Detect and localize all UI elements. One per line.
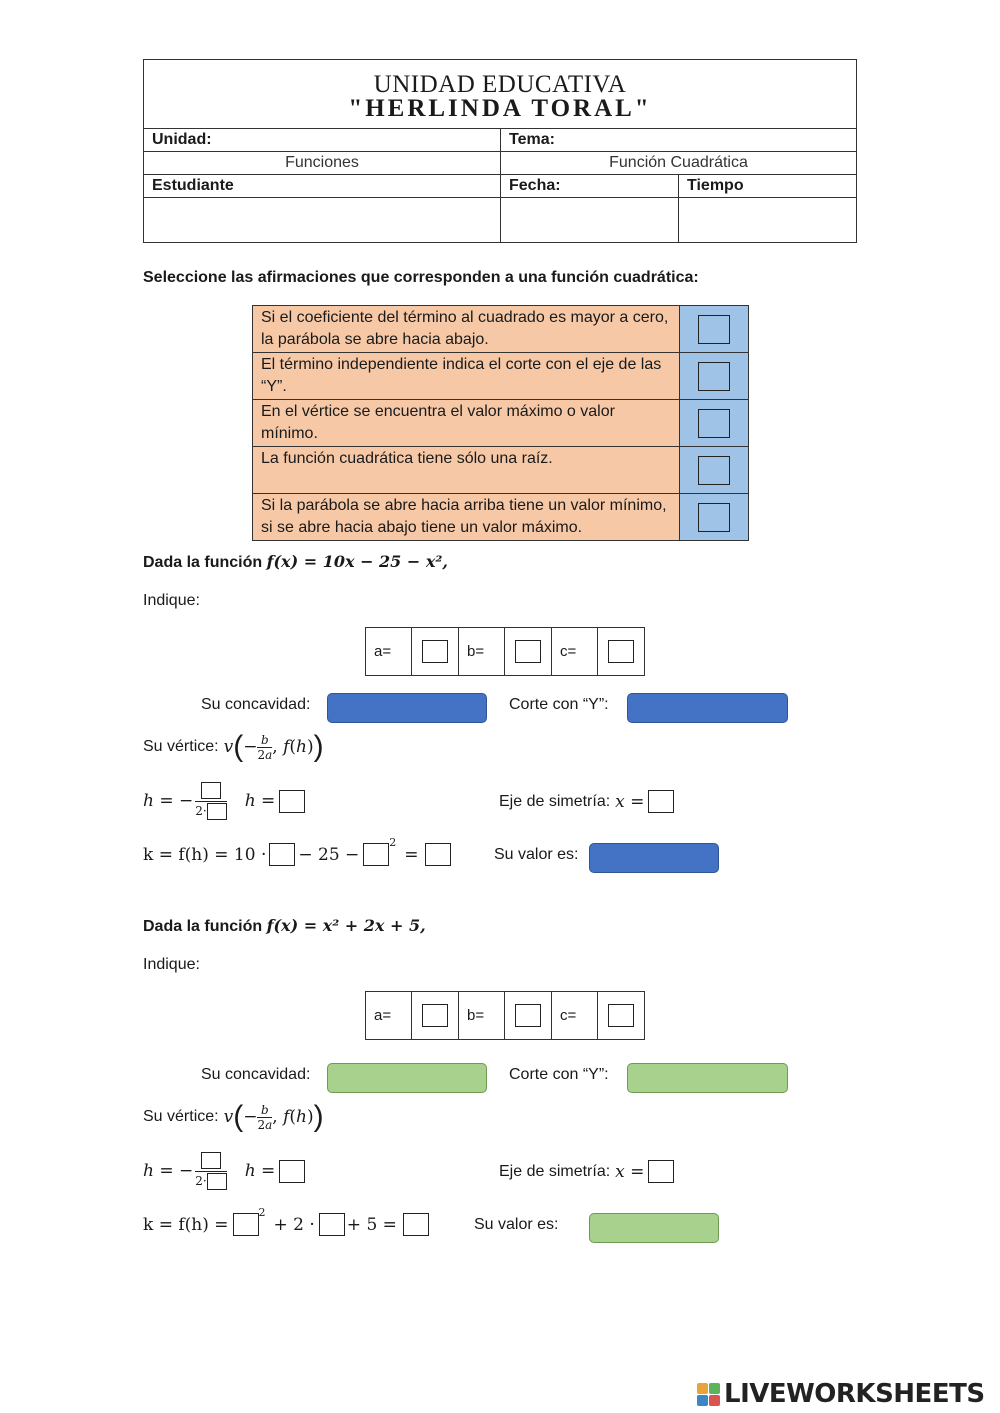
b-label: b=: [459, 628, 505, 676]
value-label: Su valor es:: [474, 1216, 559, 1233]
a-label: a=: [366, 992, 412, 1040]
statement-row: [253, 494, 749, 541]
statement-row: [253, 306, 749, 353]
value-dropdown[interactable]: [589, 843, 719, 873]
c-label: c=: [552, 628, 598, 676]
statement-text: El término independiente indica el corte con el eje de las “Y”.: [253, 353, 680, 400]
brand-text: LIVEWORKSHEETS: [724, 1379, 985, 1409]
h-denominator-input[interactable]: [207, 1173, 227, 1190]
vertex-formula: Su vértice: v ( − $\frac{b}{2a}$ , f(h) ): [143, 730, 324, 763]
vertex-label: Su vértice:: [143, 1108, 219, 1125]
liveworksheets-mark-icon: [697, 1383, 720, 1406]
k-formula: k = f(h) = 10 · − 25 − 2 =: [143, 843, 451, 866]
symmetry-axis: Eje de simetría: x =: [499, 1160, 674, 1183]
statement-text: La función cuadrática tiene sólo una raíz.: [253, 447, 680, 494]
tiempo-label: Tiempo: [679, 175, 857, 198]
tiempo-field[interactable]: [679, 198, 857, 243]
concavity-dropdown[interactable]: [327, 1063, 487, 1093]
statement-checkbox[interactable]: [698, 315, 730, 344]
concavity-label: Su concavidad:: [201, 1066, 311, 1083]
k-result-input[interactable]: [425, 843, 451, 866]
statement-text: Si el coeficiente del término al cuadrado es mayor a cero, la parábola se abre hacia abajo.: [253, 306, 680, 353]
estudiante-field[interactable]: [144, 198, 501, 243]
problem2-function: f(x) = x² + 2x + 5,: [266, 916, 426, 935]
unidad-value: Funciones: [144, 152, 501, 175]
school-name-line1: UNIDAD EDUCATIVA: [373, 71, 627, 98]
school-title: [144, 60, 857, 129]
unidad-label: Unidad:: [144, 129, 501, 152]
value-label: Su valor es:: [494, 846, 579, 863]
symmetry-input[interactable]: [648, 790, 674, 813]
symmetry-label: Eje de simetría:: [499, 792, 611, 810]
y-intercept-label: Corte con “Y”:: [509, 696, 609, 713]
problem1-prefix: Dada la función: [143, 554, 263, 571]
k-eq-part3: =: [404, 844, 419, 865]
estudiante-label: Estudiante: [144, 175, 501, 198]
fecha-label: Fecha:: [501, 175, 679, 198]
liveworksheets-logo: [697, 1377, 985, 1411]
statement-row: [253, 400, 749, 447]
b-input[interactable]: [515, 640, 541, 663]
h-numerator-input[interactable]: [201, 782, 221, 799]
statement-row: [253, 353, 749, 400]
statements-table: [252, 305, 749, 541]
c-label: c=: [552, 992, 598, 1040]
h-result-input[interactable]: [279, 1160, 305, 1183]
b-input[interactable]: [515, 1004, 541, 1027]
concavity-label: Su concavidad:: [201, 696, 311, 713]
problem2-coef-table: [365, 991, 645, 1040]
symmetry-input[interactable]: [648, 1160, 674, 1183]
problem1-statement: [143, 552, 448, 572]
c-input[interactable]: [608, 640, 634, 663]
header-table: [143, 59, 857, 243]
problem2-statement: [143, 916, 426, 936]
problem1-function: f(x) = 10x − 25 − x²,: [266, 552, 448, 571]
school-name-line2: "HERLINDA TORAL": [348, 95, 652, 122]
k-eq-part1: k = f(h) = 10 ·: [143, 844, 267, 865]
h-formula: h = − 2· h =: [143, 1152, 305, 1190]
h-denominator-input[interactable]: [207, 803, 227, 820]
statement-text: Si la parábola se abre hacia arriba tiene un valor mínimo, si se abre hacia abajo tiene un valor máximo.: [253, 494, 680, 541]
symmetry-label: Eje de simetría:: [499, 1162, 611, 1180]
c-input[interactable]: [608, 1004, 634, 1027]
statement-checkbox[interactable]: [698, 456, 730, 485]
statement-text: En el vértice se encuentra el valor máximo o valor mínimo.: [253, 400, 680, 447]
y-intercept-input[interactable]: [627, 1063, 788, 1093]
y-intercept-input[interactable]: [627, 693, 788, 723]
vertex-formula: Su vértice: v ( − $\frac{b}{2a}$ , f(h) ): [143, 1100, 324, 1133]
a-input[interactable]: [422, 640, 448, 663]
fecha-field[interactable]: [501, 198, 679, 243]
y-intercept-label: Corte con “Y”:: [509, 1066, 609, 1083]
symmetry-axis: Eje de simetría: x =: [499, 790, 674, 813]
value-dropdown[interactable]: [589, 1213, 719, 1243]
k-eq-part3: + 5 =: [346, 1214, 397, 1235]
k-input-2[interactable]: [363, 843, 389, 866]
tema-value: Función Cuadrática: [501, 152, 857, 175]
k-result-input[interactable]: [403, 1213, 429, 1236]
h-numerator-input[interactable]: [201, 1152, 221, 1169]
statement-checkbox[interactable]: [698, 362, 730, 391]
problem1-coef-table: [365, 627, 645, 676]
a-input[interactable]: [422, 1004, 448, 1027]
k-input-1[interactable]: [233, 1213, 259, 1236]
b-label: b=: [459, 992, 505, 1040]
k-eq-part2: + 2 ·: [273, 1214, 315, 1235]
a-label: a=: [366, 628, 412, 676]
statement-checkbox[interactable]: [698, 409, 730, 438]
tema-label: Tema:: [501, 129, 857, 152]
k-formula: k = f(h) = 2 + 2 · + 5 =: [143, 1213, 429, 1236]
statement-row: [253, 447, 749, 494]
problem2-indique: Indique:: [143, 956, 200, 973]
problem2-prefix: Dada la función: [143, 918, 263, 935]
concavity-dropdown[interactable]: [327, 693, 487, 723]
h-result-input[interactable]: [279, 790, 305, 813]
section1-instruction: Seleccione las afirmaciones que corresponden a una función cuadrática:: [143, 269, 699, 286]
k-input-2[interactable]: [319, 1213, 345, 1236]
statement-checkbox[interactable]: [698, 503, 730, 532]
k-eq-part2: − 25 −: [298, 844, 360, 865]
k-input-1[interactable]: [269, 843, 295, 866]
k-eq-part1: k = f(h) =: [143, 1214, 229, 1235]
problem1-indique: Indique:: [143, 592, 200, 609]
vertex-label: Su vértice:: [143, 738, 219, 755]
h-formula: h = − 2· h =: [143, 782, 305, 820]
